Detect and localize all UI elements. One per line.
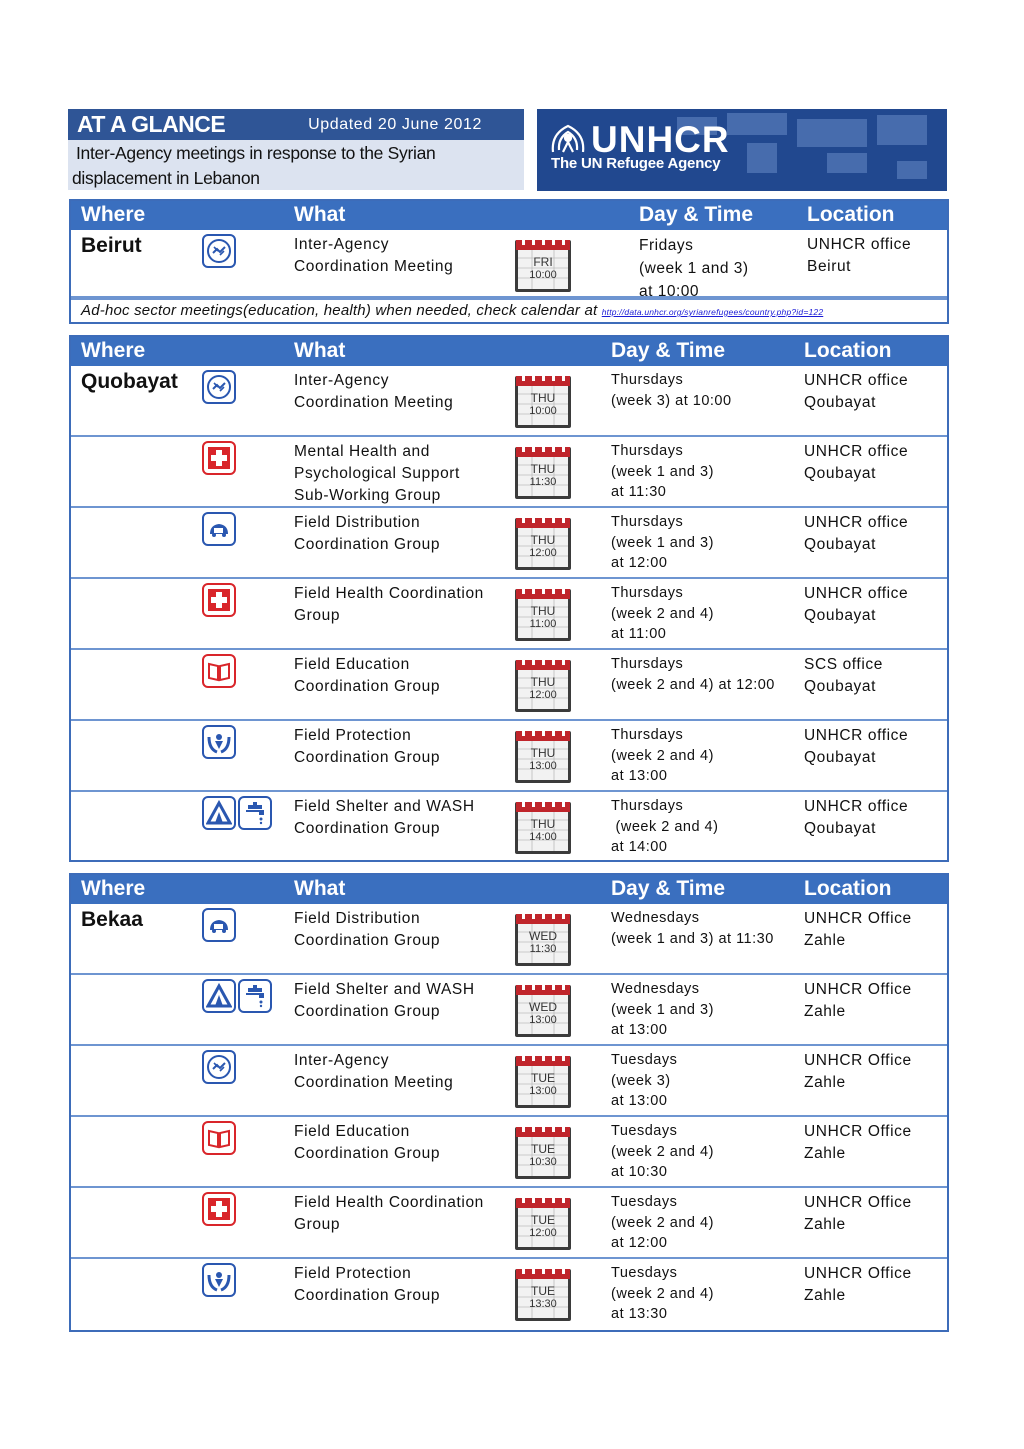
calendar-time: 12:00 <box>529 1227 557 1239</box>
location-line: Qoubayat <box>804 465 877 482</box>
location-line: UNHCR Office <box>804 1052 912 1069</box>
sector-icons <box>202 1263 236 1297</box>
location-line: Qoubayat <box>804 749 877 766</box>
location-line: UNHCR office <box>804 514 909 531</box>
education-book-icon <box>202 654 236 688</box>
shelter-tent-icon <box>202 796 236 830</box>
calendar-day: TUE <box>531 1284 555 1298</box>
page-title: AT A GLANCE <box>77 111 226 137</box>
sector-icons <box>202 725 236 759</box>
meeting-location <box>804 370 908 414</box>
protection-icon <box>202 1263 236 1297</box>
calendar-icon <box>512 372 574 435</box>
shelter-tent-icon <box>202 979 236 1013</box>
day-time-line: at 13:00 <box>611 1093 668 1109</box>
meeting-day-time <box>611 979 714 1041</box>
day-time-line: Tuesdays <box>611 1194 678 1210</box>
distribution-icon <box>202 512 236 546</box>
meeting-name <box>294 370 499 414</box>
calendar-icon <box>512 798 574 861</box>
meeting-name-line: Field Education <box>294 656 410 673</box>
day-time-line: (week 1 and 3) <box>611 1001 714 1018</box>
calendar-day: WED <box>529 1000 557 1014</box>
meeting-name <box>294 234 499 278</box>
calendar-day: THU <box>530 391 556 405</box>
meeting-name <box>294 1192 499 1236</box>
location-name: Quobayat <box>81 370 178 393</box>
meeting-day-time <box>611 1192 714 1254</box>
meeting-name-line: Field Health Coordination <box>294 585 484 602</box>
day-time-line: (week 1 and 3) <box>639 260 749 277</box>
meeting-row <box>71 975 947 1046</box>
meeting-name <box>294 441 499 507</box>
day-time-line: Fridays <box>639 237 694 254</box>
day-time-line: at 13:00 <box>611 768 668 784</box>
meeting-name-line: Coordination Group <box>294 536 441 553</box>
meeting-name <box>294 1121 499 1165</box>
distribution-icon <box>202 908 236 942</box>
location-line: SCS office <box>804 656 883 673</box>
calendar-day: TUE <box>531 1142 555 1156</box>
day-time-line: (week 2 and 4) <box>611 747 714 764</box>
meeting-row <box>71 1259 947 1330</box>
calendar-day: WED <box>529 929 557 943</box>
location-line: Zahle <box>804 1216 846 1233</box>
calendar-icon <box>512 1052 574 1115</box>
meeting-location <box>804 979 912 1023</box>
meeting-day-time <box>611 370 732 411</box>
calendar-time: 13:30 <box>529 1298 557 1310</box>
location-line: UNHCR office <box>804 443 909 460</box>
wash-tap-icon <box>238 979 272 1013</box>
day-time-line: at 13:00 <box>611 1022 668 1038</box>
updated-date: Updated 20 June 2012 <box>308 115 482 133</box>
meeting-location <box>804 512 908 556</box>
meeting-day-time <box>611 583 714 645</box>
location-line: UNHCR office <box>804 727 909 744</box>
calendar-day: THU <box>530 817 556 831</box>
column-header-location: Location <box>804 339 892 362</box>
day-time-line: at 12:00 <box>611 555 668 571</box>
day-time-line: at 10:30 <box>611 1164 668 1180</box>
meeting-name-line: Inter-Agency <box>294 372 390 389</box>
sector-icons <box>202 583 236 617</box>
calendar-icon <box>512 1265 574 1328</box>
meeting-name <box>294 908 499 952</box>
meeting-location <box>804 654 883 698</box>
meeting-row <box>71 579 947 650</box>
column-header-where: Where <box>81 877 146 900</box>
calendar-time: 11:00 <box>529 618 557 630</box>
meeting-name-line: Field Distribution <box>294 514 421 531</box>
location-line: Zahle <box>804 1074 846 1091</box>
location-line: UNHCR office <box>804 585 909 602</box>
day-time-line: (week 2 and 4) <box>611 1214 714 1231</box>
day-time-line: at 14:00 <box>611 839 668 855</box>
calendar-time: 12:00 <box>529 689 557 701</box>
column-header-day-time: Day & Time <box>611 339 725 362</box>
day-time-line: Thursdays <box>611 585 684 601</box>
location-line: Beirut <box>807 258 852 275</box>
at-a-glance-box <box>68 109 524 190</box>
location-name: Bekaa <box>81 908 143 931</box>
calendar-day: TUE <box>531 1213 555 1227</box>
meeting-name-line: Field Shelter and WASH <box>294 798 475 815</box>
column-header-what: What <box>294 203 346 226</box>
meeting-row <box>71 650 947 721</box>
location-line: Zahle <box>804 1145 846 1162</box>
subtitle-line-1: Inter-Agency meetings in response to the Syrian <box>76 143 436 163</box>
meeting-name-line: Coordination Meeting <box>294 258 454 275</box>
meeting-name-line: Coordination Group <box>294 820 441 837</box>
handshake-icon <box>202 1050 236 1084</box>
calendar-day: THU <box>530 533 556 547</box>
location-line: UNHCR office <box>804 798 909 815</box>
health-cross-icon <box>202 1192 236 1226</box>
wash-tap-icon <box>238 796 272 830</box>
section-header <box>71 337 947 366</box>
meeting-name <box>294 654 499 698</box>
meeting-name-line: Coordination Group <box>294 1003 441 1020</box>
meeting-location <box>804 1263 912 1307</box>
calendar-time: 10:00 <box>529 405 557 417</box>
section-header <box>71 201 947 230</box>
adhoc-text <box>81 302 823 319</box>
meeting-day-time <box>639 234 749 303</box>
page-subtitle <box>68 140 524 190</box>
meeting-name-line: Coordination Group <box>294 1145 441 1162</box>
calendar-day: FRI <box>533 255 553 269</box>
calendar-day: THU <box>530 604 556 618</box>
meeting-name-line: Field Distribution <box>294 910 421 927</box>
day-time-line: Tuesdays <box>611 1265 678 1281</box>
sector-icons <box>202 441 236 475</box>
location-line: UNHCR Office <box>804 1265 912 1282</box>
meeting-name-line: Mental Health and <box>294 443 431 460</box>
meeting-row <box>71 1188 947 1259</box>
subtitle-line-2: displacement in Lebanon <box>72 168 260 188</box>
meeting-location <box>804 908 912 952</box>
day-time-line: Thursdays <box>611 727 684 743</box>
unhcr-logo-name: UNHCR <box>591 119 730 160</box>
day-time-line: Wednesdays <box>611 910 700 926</box>
day-time-line: at 11:00 <box>611 626 667 642</box>
location-line: Zahle <box>804 1287 846 1304</box>
unhcr-tagline: The UN Refugee Agency <box>551 155 721 172</box>
column-header-day-time: Day & Time <box>611 877 725 900</box>
sector-icons <box>202 654 236 688</box>
unhcr-logo-banner <box>537 109 947 191</box>
meeting-row <box>71 366 947 437</box>
calendar-time: 11:30 <box>529 476 557 488</box>
calendar-icon <box>512 1123 574 1186</box>
meeting-location <box>804 583 908 627</box>
meeting-day-time <box>611 441 714 503</box>
meeting-name-line: Inter-Agency <box>294 236 390 253</box>
column-header-day-time: Day & Time <box>639 203 753 226</box>
day-time-line: (week 2 and 4) <box>611 1143 714 1160</box>
sector-icons <box>202 512 236 546</box>
meeting-name-line: Field Health Coordination <box>294 1194 484 1211</box>
meeting-name-line: Coordination Meeting <box>294 1074 454 1091</box>
day-time-line: (week 1 and 3) <box>611 463 714 480</box>
day-time-line: (week 2 and 4) at 12:00 <box>611 676 775 693</box>
meeting-location <box>804 796 908 840</box>
meeting-name <box>294 512 499 556</box>
meeting-location <box>804 1121 912 1165</box>
calendar-day: THU <box>530 462 556 476</box>
location-name: Beirut <box>81 234 142 257</box>
calendar-time: 11:30 <box>529 943 557 955</box>
day-time-line: Tuesdays <box>611 1052 678 1068</box>
day-time-line: (week 1 and 3) at 11:30 <box>611 930 774 947</box>
day-time-line: at 12:00 <box>611 1235 668 1251</box>
location-line: Zahle <box>804 932 846 949</box>
day-time-line: (week 2 and 4) <box>611 818 719 835</box>
location-line: UNHCR Office <box>804 981 912 998</box>
meeting-name-line: Coordination Group <box>294 678 441 695</box>
meeting-row <box>71 1117 947 1188</box>
sector-icons <box>202 1121 236 1155</box>
sector-icons <box>202 796 272 830</box>
calendar-time: 10:30 <box>529 1156 557 1168</box>
column-header-where: Where <box>81 339 146 362</box>
sector-icons <box>202 234 236 268</box>
sector-icons <box>202 979 272 1013</box>
location-line: UNHCR Office <box>804 910 912 927</box>
meeting-location <box>804 725 908 769</box>
column-header-location: Location <box>804 877 892 900</box>
day-time-line: (week 2 and 4) <box>611 605 714 622</box>
meeting-location <box>807 234 911 278</box>
education-book-icon <box>202 1121 236 1155</box>
location-line: UNHCR Office <box>804 1123 912 1140</box>
calendar-time: 10:00 <box>529 269 557 281</box>
day-time-line: Thursdays <box>611 514 684 530</box>
day-time-line: (week 1 and 3) <box>611 534 714 551</box>
meeting-name <box>294 1050 499 1094</box>
day-time-line: (week 3) at 10:00 <box>611 392 732 409</box>
day-time-line: (week 2 and 4) <box>611 1285 714 1302</box>
day-time-line: at 10:00 <box>639 283 700 300</box>
location-line: UNHCR office <box>807 236 912 253</box>
column-header-what: What <box>294 339 346 362</box>
meeting-row <box>71 792 947 860</box>
meeting-day-time <box>611 796 718 858</box>
meeting-row <box>71 230 947 298</box>
calendar-link[interactable]: http://data.unhcr.org/syrianrefugees/country.php?id=122 <box>601 307 824 317</box>
location-line: Zahle <box>804 1003 846 1020</box>
meeting-section-bekaa <box>69 873 949 1332</box>
meeting-name <box>294 1263 499 1307</box>
meeting-location <box>804 441 908 485</box>
location-line: UNHCR Office <box>804 1194 912 1211</box>
day-time-line: Thursdays <box>611 656 684 672</box>
meeting-day-time <box>611 654 775 695</box>
location-line: Qoubayat <box>804 394 877 411</box>
meeting-name-line: Group <box>294 607 341 624</box>
calendar-icon <box>512 910 574 973</box>
day-time-line: Wednesdays <box>611 981 700 997</box>
day-time-line: Thursdays <box>611 798 684 814</box>
sector-icons <box>202 908 236 942</box>
calendar-icon <box>512 443 574 506</box>
adhoc-note <box>71 298 947 322</box>
day-time-line: Thursdays <box>611 443 684 459</box>
calendar-time: 13:00 <box>529 1014 557 1026</box>
adhoc-label: Ad-hoc sector meetings(education, health) when needed, check calendar at <box>81 302 602 319</box>
calendar-time: 14:00 <box>529 831 557 843</box>
meeting-name-line: Field Education <box>294 1123 410 1140</box>
calendar-icon <box>512 727 574 790</box>
meeting-row <box>71 437 947 508</box>
meeting-name-line: Sub-Working Group <box>294 487 441 504</box>
meeting-day-time <box>611 725 714 787</box>
meeting-name-line: Coordination Meeting <box>294 394 454 411</box>
meeting-day-time <box>611 512 714 574</box>
calendar-icon <box>512 656 574 719</box>
sector-icons <box>202 1050 236 1084</box>
location-line: UNHCR office <box>804 372 909 389</box>
meeting-name <box>294 979 499 1023</box>
location-line: Qoubayat <box>804 820 877 837</box>
calendar-day: THU <box>530 746 556 760</box>
meeting-name-line: Group <box>294 1216 341 1233</box>
meeting-name-line: Inter-Agency <box>294 1052 390 1069</box>
meeting-name-line: Coordination Group <box>294 1287 441 1304</box>
section-header <box>71 875 947 904</box>
health-cross-icon <box>202 441 236 475</box>
meeting-day-time <box>611 908 774 949</box>
calendar-icon <box>512 981 574 1044</box>
meeting-name-line: Coordination Group <box>294 932 441 949</box>
calendar-icon <box>512 585 574 648</box>
calendar-time: 12:00 <box>529 547 557 559</box>
day-time-line: Tuesdays <box>611 1123 678 1139</box>
day-time-line: at 13:30 <box>611 1306 668 1322</box>
health-cross-icon <box>202 583 236 617</box>
calendar-time: 13:00 <box>529 760 557 772</box>
meeting-row <box>71 721 947 792</box>
day-time-line: at 11:30 <box>611 484 667 500</box>
handshake-icon <box>202 234 236 268</box>
calendar-day: THU <box>530 675 556 689</box>
day-time-line: Thursdays <box>611 372 684 388</box>
meeting-row <box>71 508 947 579</box>
column-header-what: What <box>294 877 346 900</box>
column-header-location: Location <box>807 203 895 226</box>
calendar-time: 13:00 <box>529 1085 557 1097</box>
meeting-name-line: Field Protection <box>294 727 412 744</box>
unhcr-emblem-icon <box>549 122 587 158</box>
day-time-line: (week 3) <box>611 1072 671 1089</box>
meeting-name <box>294 583 499 627</box>
meeting-row <box>71 1046 947 1117</box>
protection-icon <box>202 725 236 759</box>
meeting-row <box>71 904 947 975</box>
meeting-location <box>804 1050 912 1094</box>
sector-icons <box>202 1192 236 1226</box>
location-line: Qoubayat <box>804 536 877 553</box>
calendar-icon <box>512 514 574 577</box>
meeting-name-line: Coordination Group <box>294 749 441 766</box>
handshake-icon <box>202 370 236 404</box>
meeting-name-line: Field Protection <box>294 1265 412 1282</box>
meeting-name-line: Psychological Support <box>294 465 460 482</box>
meeting-day-time <box>611 1263 714 1325</box>
glance-title-bar <box>68 109 524 140</box>
calendar-icon <box>512 1194 574 1257</box>
location-line: Qoubayat <box>804 678 877 695</box>
meeting-section-beirut <box>69 199 949 324</box>
calendar-day: TUE <box>531 1071 555 1085</box>
sector-icons <box>202 370 236 404</box>
column-header-where: Where <box>81 203 146 226</box>
meeting-name-line: Field Shelter and WASH <box>294 981 475 998</box>
meeting-day-time <box>611 1121 714 1183</box>
meeting-name <box>294 796 499 840</box>
meeting-section-quobayat <box>69 335 949 862</box>
location-line: Qoubayat <box>804 607 877 624</box>
meeting-location <box>804 1192 912 1236</box>
calendar-icon <box>512 236 574 299</box>
meeting-day-time <box>611 1050 677 1112</box>
meeting-name <box>294 725 499 769</box>
